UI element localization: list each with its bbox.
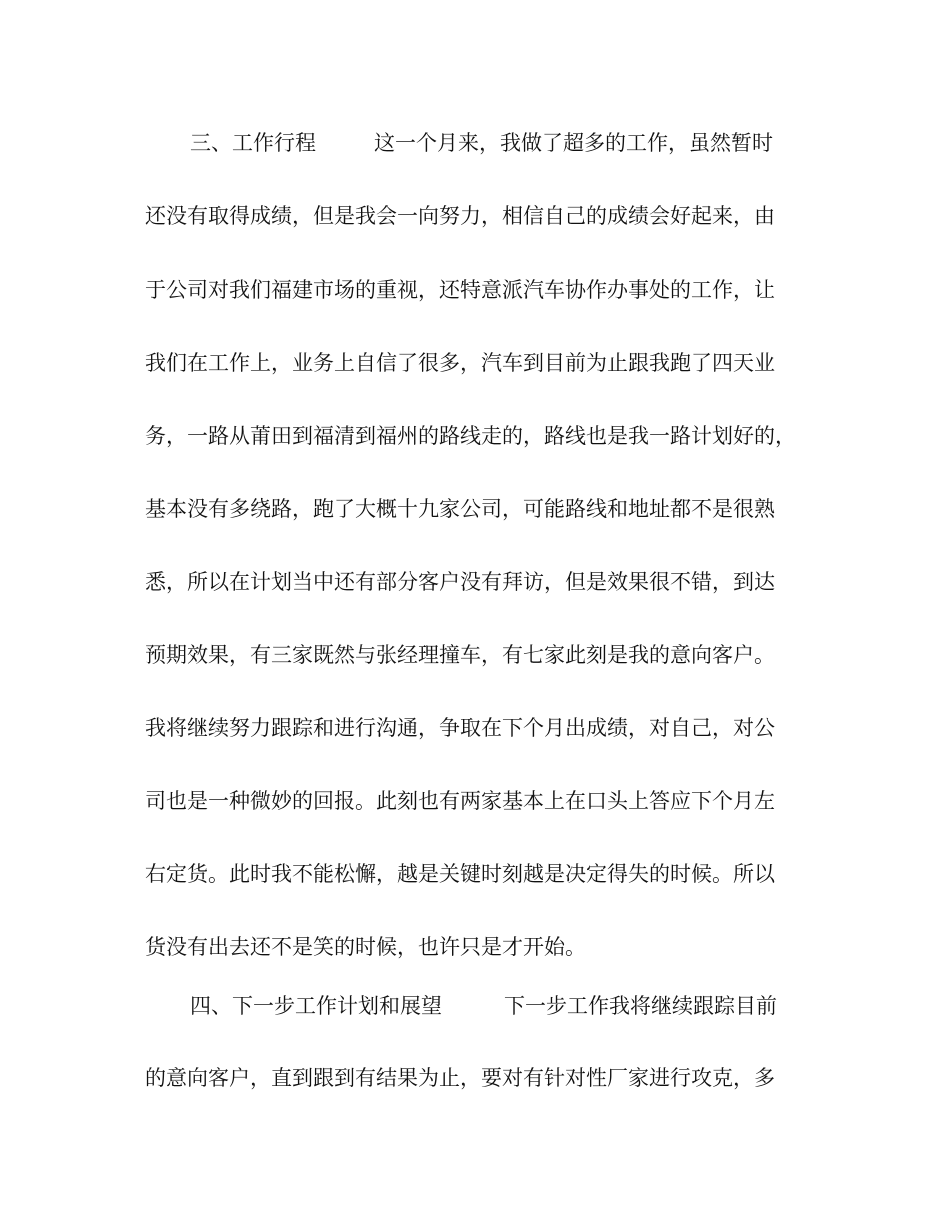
section4-heading: 四、下一步工作计划和展望 (190, 994, 442, 1018)
paragraph-line: 我将继续努力跟踪和进行沟通，争取在下个月出成绩，对自己，对公 (145, 716, 775, 740)
paragraph-line: 还没有取得成绩，但是我会一向努力，相信自己的成绩会好起来，由 (145, 204, 775, 228)
paragraph-line: 务，一路从莆田到福清到福州的路线走的，路线也是我一路计划好的， (145, 424, 796, 448)
paragraph-line: 司也是一种微妙的回报。此刻也有两家基本上在口头上答应下个月左 (145, 789, 775, 813)
paragraph-line: 货没有出去还不是笑的时候，也许只是才开始。 (145, 935, 586, 959)
paragraph-line: 于公司对我们福建市场的重视，还特意派汽车协作办事处的工作，让 (145, 278, 775, 302)
paragraph-line: 悉，所以在计划当中还有部分客户没有拜访，但是效果很不错，到达 (145, 570, 775, 594)
paragraph-line: 这一个月来，我做了超多的工作，虽然暂时 (374, 131, 773, 155)
paragraph-line: 下一步工作我将继续跟踪目前 (504, 994, 777, 1018)
section3-first-line (190, 123, 810, 163)
paragraph-line: 右定货。此时我不能松懈，越是关键时刻越是决定得失的时候。所以 (145, 862, 775, 886)
paragraph-line: 基本没有多绕路，跑了大概十九家公司，可能路线和地址都不是很熟 (145, 497, 775, 521)
paragraph-line: 我们在工作上，业务上自信了很多，汽车到目前为止跟我跑了四天业 (145, 351, 775, 375)
section4-first-line (190, 986, 810, 1026)
paragraph-line: 预期效果，有三家既然与张经理撞车，有七家此刻是我的意向客户。 (145, 643, 775, 667)
paragraph-line: 的意向客户，直到跟到有结果为止，要对有针对性厂家进行攻克，多 (145, 1066, 775, 1090)
section3-heading: 三、工作行程 (190, 131, 316, 155)
